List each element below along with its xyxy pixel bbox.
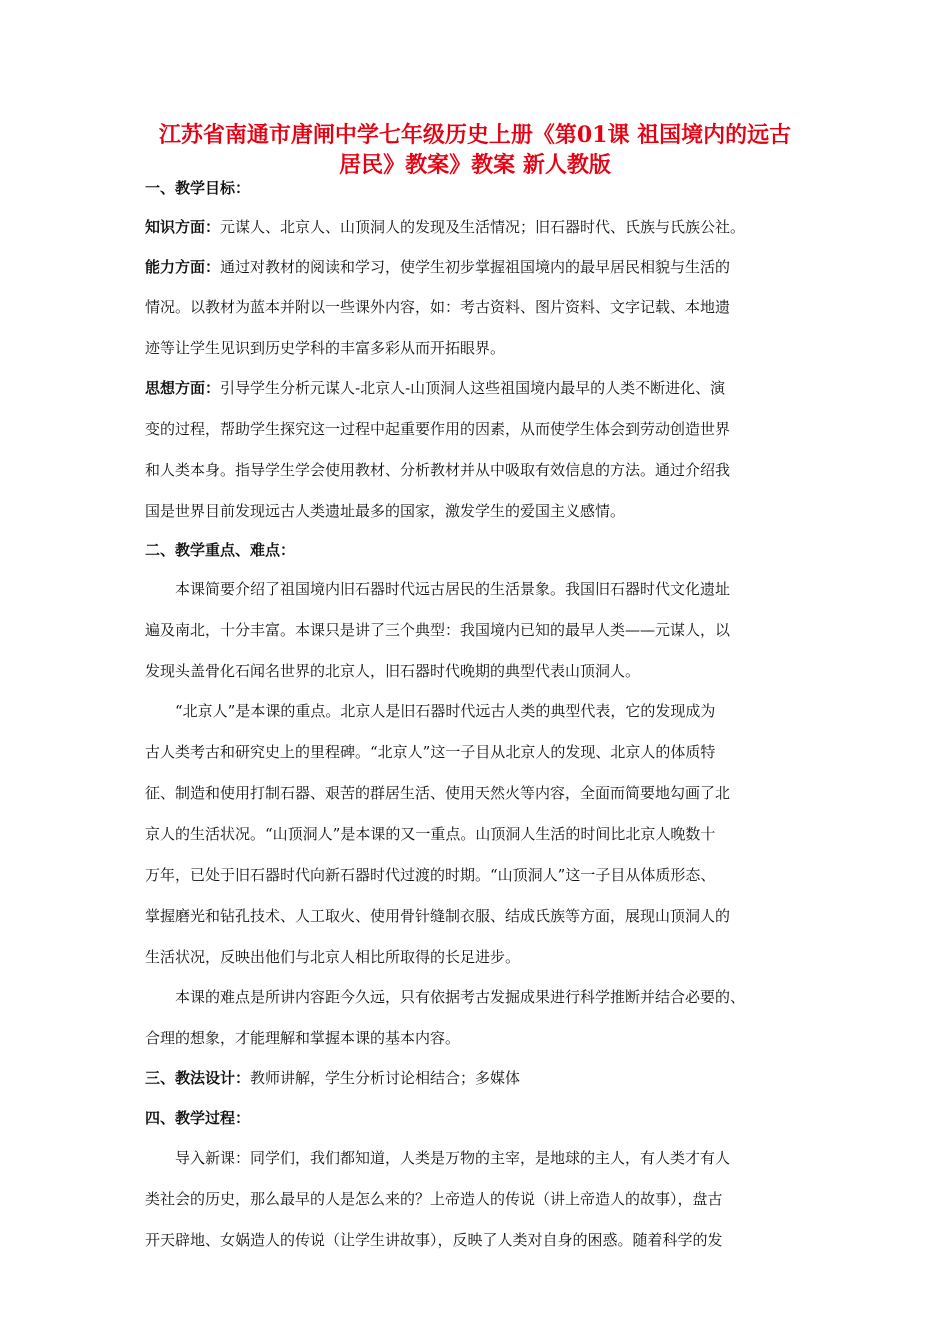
paragraph-1-line-1: 本课简要介绍了祖国境内旧石器时代远古居民的生活景象。我国旧石器时代文化遗址 <box>175 580 731 598</box>
knowledge-label: 知识方面： <box>145 218 221 236</box>
paragraph-3-line-1: 本课的难点是所讲内容距今久远，只有依据考古发掘成果进行科学推断并结合必要的、 <box>175 988 746 1006</box>
paragraph-1-line-2: 遍及南北，十分丰富。本课只是讲了三个典型：我国境内已知的最早人类——元谋人，以 <box>145 621 731 639</box>
knowledge-line <box>145 217 815 238</box>
title-line-2: 居民》教案》教案 新人教版 <box>339 152 611 178</box>
thought-label: 思想方面： <box>145 379 221 397</box>
thought-line-3: 和人类本身。指导学生学会使用教材、分析教材并从中吸取有效信息的方法。通过介绍我 <box>145 461 731 479</box>
paragraph-1-line-3: 发现头盖骨化石闻名世界的北京人，旧石器时代晚期的典型代表山顶洞人。 <box>145 662 641 680</box>
thought-text-1: 引导学生分析元谋人-北京人-山顶洞人这些祖国境内最早的人类不断进化、演 <box>220 379 726 397</box>
section-3-label: 三、教法设计： <box>145 1069 251 1087</box>
ability-line-3: 迹等让学生见识到历史学科的丰富多彩从而开拓眼界。 <box>145 339 506 357</box>
document-title <box>140 120 810 180</box>
paragraph-3-line-2: 合理的想象，才能理解和掌握本课的基本内容。 <box>145 1029 461 1047</box>
paragraph-2-line-7: 生活状况，反映出他们与北京人相比所取得的长足进步。 <box>145 948 521 966</box>
knowledge-text: 元谋人、北京人、山顶洞人的发现及生活情况；旧石器时代、氏族与氏族公社。 <box>220 218 746 236</box>
thought-line-1 <box>145 378 815 399</box>
ability-line-1 <box>145 257 815 278</box>
paragraph-4-line-1: 导入新课：同学们，我们都知道，人类是万物的主宰，是地球的主人，有人类才有人 <box>175 1149 731 1167</box>
paragraph-2-line-1: “北京人”是本课的重点。北京人是旧石器时代远古人类的典型代表，它的发现成为 <box>175 702 716 720</box>
ability-text-1: 通过对教材的阅读和学习，使学生初步掌握祖国境内的最早居民相貌与生活的 <box>220 258 731 276</box>
paragraph-2-line-4: 京人的生活状况。“山顶洞人”是本课的又一重点。山顶洞人生活的时间比北京人晚数十 <box>145 825 716 843</box>
paragraph-2-line-6: 掌握磨光和钻孔技术、人工取火、使用骨针缝制衣服、结成氏族等方面，展现山顶洞人的 <box>145 907 731 925</box>
document-body <box>145 178 815 1251</box>
thought-line-2: 变的过程，帮助学生探究这一过程中起重要作用的因素，从而使学生体会到劳动创造世界 <box>145 420 731 438</box>
paragraph-4-line-3: 开天辟地、女娲造人的传说（让学生讲故事），反映了人类对自身的困惑。随着科学的发 <box>145 1231 723 1249</box>
section-3-line <box>145 1068 815 1089</box>
section-2-heading: 二、教学重点、难点： <box>145 541 296 559</box>
title-line-1: 江苏省南通市唐闸中学七年级历史上册《第01课 祖国境内的远古 <box>158 122 792 148</box>
ability-label: 能力方面： <box>145 258 221 276</box>
ability-line-2: 情况。以教材为蓝本并附以一些课外内容，如：考古资料、图片资料、文字记载、本地遗 <box>145 298 731 316</box>
section-1-heading: 一、教学目标： <box>145 179 251 197</box>
section-3-text: 教师讲解，学生分析讨论相结合；多媒体 <box>250 1069 521 1087</box>
paragraph-2-line-3: 征、制造和使用打制石器、艰苦的群居生活、使用天然火等内容，全面而简要地勾画了北 <box>145 784 731 802</box>
paragraph-2-line-2: 古人类考古和研究史上的里程碑。“北京人”这一子目从北京人的发现、北京人的体质特 <box>145 743 716 761</box>
section-4-heading: 四、教学过程： <box>145 1109 251 1127</box>
paragraph-4-line-2: 类社会的历史，那么最早的人是怎么来的？上帝造人的传说（讲上帝造人的故事），盘古 <box>145 1190 723 1208</box>
thought-line-4: 国是世界目前发现远古人类遗址最多的国家，激发学生的爱国主义感情。 <box>145 502 626 520</box>
paragraph-2-line-5: 万年，已处于旧石器时代向新石器时代过渡的时期。“山顶洞人”这一子目从体质形态、 <box>145 866 716 884</box>
